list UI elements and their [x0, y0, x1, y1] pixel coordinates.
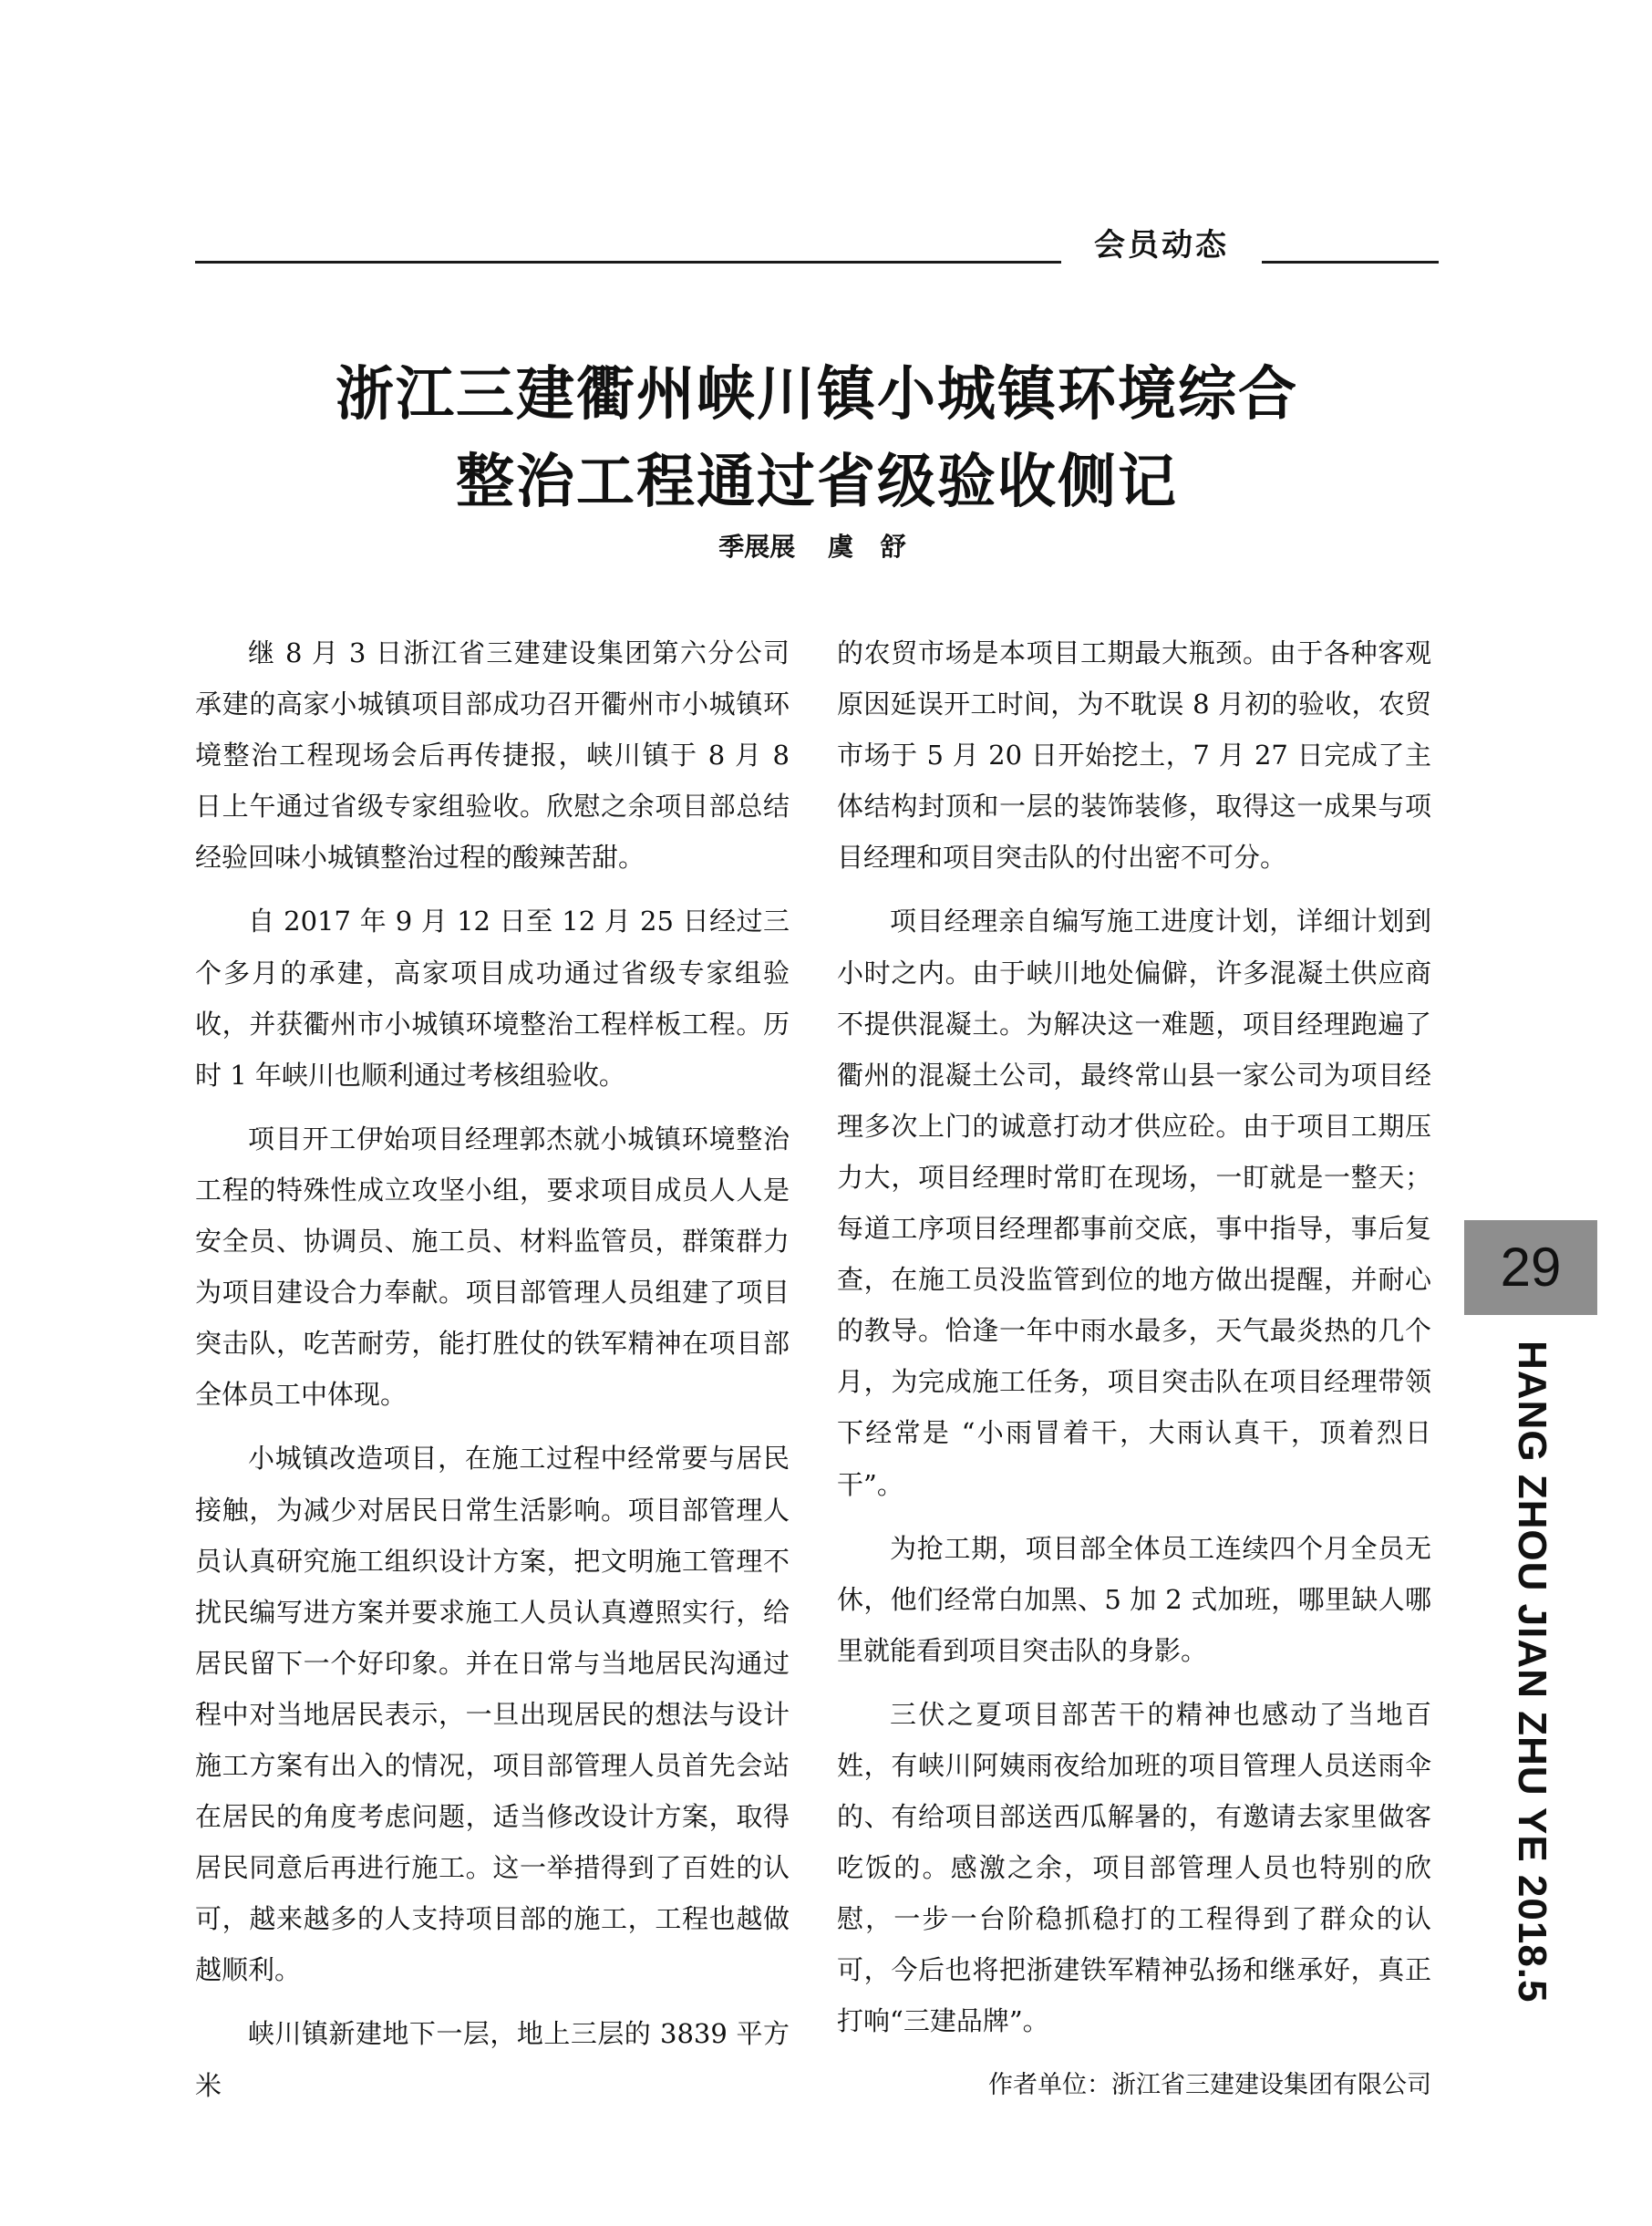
- author-1: 季展展: [718, 532, 796, 562]
- paragraph: 的农贸市场是本项目工期最大瓶颈。由于各种客观原因延误开工时间，为不耽误 8 月初的验收，农贸市场于 5 月 20 日开始挖土，7 月 27 日完成了主体结构封顶和一层的装饰装修，取得这一成果与项目经理和项目突击队的付出密不可分。: [837, 637, 1431, 874]
- author-2: 虞 舒: [828, 532, 915, 562]
- paragraph: 三伏之夏项目部苦干的精神也感动了当地百姓，有峡川阿姨雨夜给加班的项目管理人员送雨伞的、有给项目部送西瓜解暑的，有邀请去家里做客吃饭的。感激之余，项目部管理人员也特别的欣慰，一步一台阶稳抓稳打的工程得到了群众的认可，今后也将把浙建铁军精神弘扬和继承好，真正打响“三建品牌”。: [837, 1698, 1431, 2037]
- paragraph: 峡川镇新建地下一层，地上三层的 3839 平方米: [195, 2018, 790, 2101]
- header-rule-right: [1262, 261, 1439, 264]
- right-column: [837, 627, 1431, 2124]
- page-number-tab: [1464, 1220, 1597, 1315]
- header-rule-left: [195, 261, 1061, 264]
- paragraph: 项目经理亲自编写施工进度计划，详细计划到小时之内。由于峡川地处偏僻，许多混凝土供应商不提供混凝土。为解决这一难题，项目经理跑遍了衢州的混凝土公司，最终常山县一家公司为项目经理多次上门的诚意打动才供应砼。由于项目工期压力大，项目经理时常盯在现场，一盯就是一整天；每道工序项目经理都事前交底，事中指导，事后复查，在施工员没监管到位的地方做出提醒，并耐心的教导。恰逢一年中雨水最多，天气最炎热的几个月，为完成施工任务，项目突击队在项目经理带领下经常是 “小雨冒着干，大雨认真干，顶着烈日干”。: [837, 906, 1431, 1500]
- title-line-2: 整治工程通过省级验收侧记: [456, 448, 1178, 516]
- article-title: [195, 351, 1439, 526]
- page-number: 29: [1500, 1237, 1562, 1298]
- author-affiliation: 作者单位：浙江省三建建设集团有限公司: [988, 2070, 1431, 2099]
- title-line-1: 浙江三建衢州峡川镇小城镇环境综合: [336, 360, 1298, 429]
- article-authors: [195, 529, 1439, 565]
- paragraph: 项目开工伊始项目经理郭杰就小城镇环境整治工程的特殊性成立攻坚小组，要求项目成员人人是安全员、协调员、施工员、材料监管员，群策群力为项目建设合力奉献。项目部管理人员组建了项目突击队，吃苦耐劳，能打胜仗的铁军精神在项目部全体员工中体现。: [195, 1123, 790, 1411]
- section-tag: 会员动态: [1094, 227, 1229, 264]
- paragraph: 继 8 月 3 日浙江省三建建设集团第六分公司承建的高家小城镇项目部成功召开衢州市小城镇环境整治工程现场会后再传捷报，峡川镇于 8 月 8 日上午通过省级专家组验收。欣慰之余项目部总结经验回味小城镇整治过程的酸辣苦甜。: [195, 637, 790, 874]
- journal-label: HANG ZHOU JIAN ZHU YE 2018.5: [1510, 1341, 1554, 2003]
- left-column: [195, 627, 790, 2124]
- paragraph: 自 2017 年 9 月 12 日至 12 月 25 日经过三个多月的承建，高家项目成功通过省级专家组验收，并获衢州市小城镇环境整治工程样板工程。历时 1 年峡川也顺利通过考核组验收。: [195, 906, 790, 1091]
- paragraph: 为抢工期，项目部全体员工连续四个月全员无休，他们经常白加黑、5 加 2 式加班，哪里缺人哪里就能看到项目突击队的身影。: [837, 1532, 1431, 1666]
- paragraph: 小城镇改造项目，在施工过程中经常要与居民接触，为减少对居民日常生活影响。项目部管理人员认真研究施工组织设计方案，把文明施工管理不扰民编写进方案并要求施工人员认真遵照实行，给居民留下一个好印象。并在日常与当地居民沟通过程中对当地居民表示，一旦出现居民的想法与设计施工方案有出入的情况，项目部管理人员首先会站在居民的角度考虑问题，适当修改设计方案，取得居民同意后再进行施工。这一举措得到了百姓的认可，越来越多的人支持项目部的施工，工程也越做越顺利。: [195, 1443, 790, 1986]
